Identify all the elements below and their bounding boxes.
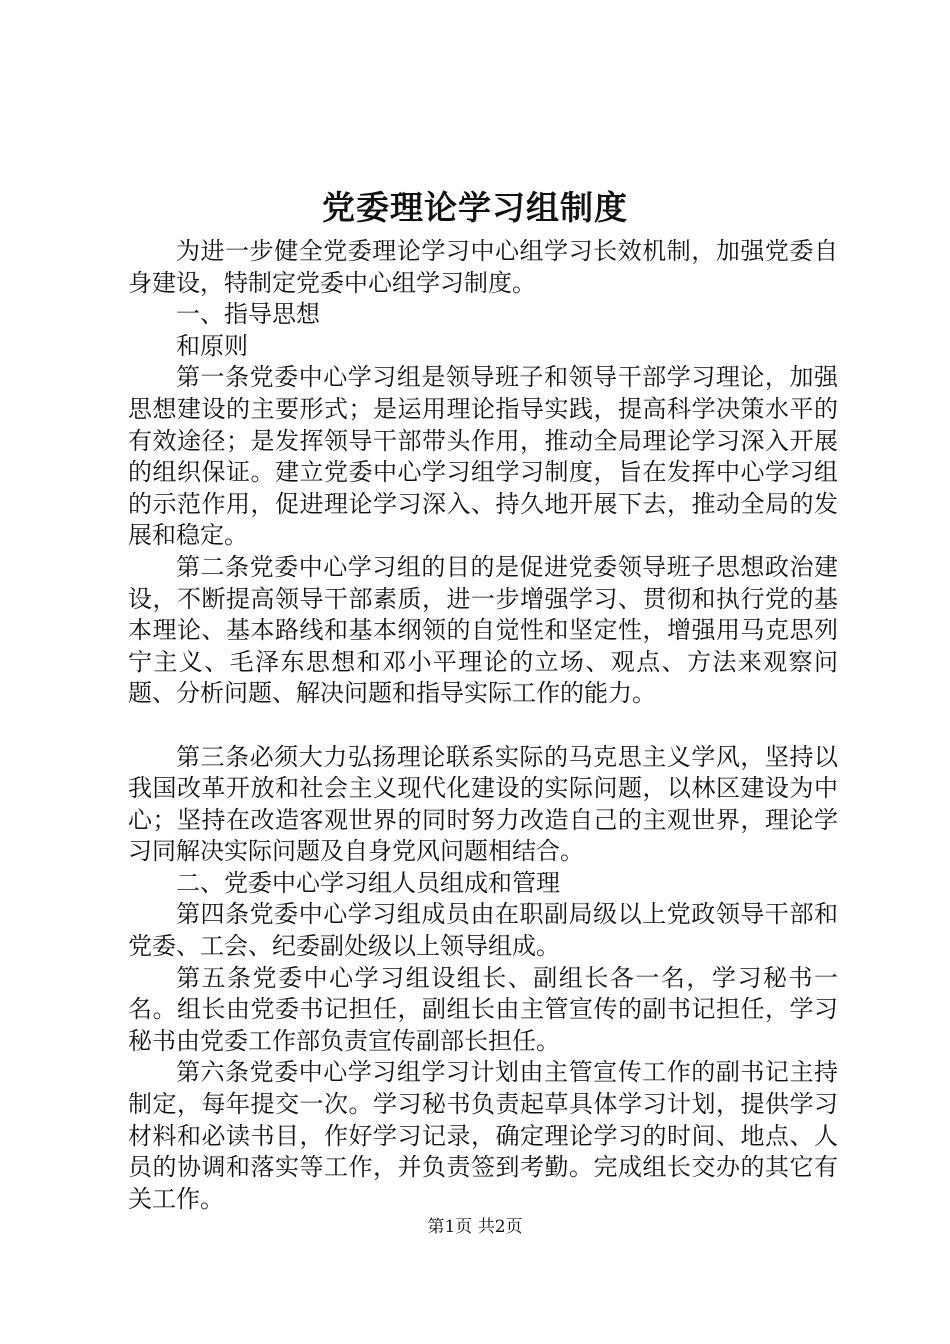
article-3-paragraph: 第三条必须大力弘扬理论联系实际的马克思主义学风，坚持以我国改革开放和社会主义现代化建设的实际问题，以林区建设为中心；坚持在改造客观世界的同时努力改造自己的主观世界，理论学习同解决实际问题及自身党风问题相结合。: [128, 742, 838, 866]
blank-line: [128, 710, 838, 742]
intro-paragraph: 为进一步健全党委理论学习中心组学习长效机制，加强党委自身建设，特制定党委中心组学习制度。: [128, 237, 838, 297]
article-2-paragraph: 第二条党委中心学习组的目的是促进党委领导班子思想政治建设，不断提高领导干部素质，进一步增强学习、贯彻和执行党的基本理论、基本路线和基本纲领的自觉性和坚定性，增强用马克思列宁主义、毛泽东思想和邓小平理论的立场、观点、方法来观察问题、分析问题、解决问题和指导实际工作的能力。: [128, 552, 838, 708]
article-6-paragraph: 第六条党委中心学习组学习计划由主管宣传工作的副书记主持制定，每年提交一次。学习秘书负责起草具体学习计划，提供学习材料和必读书目，作好学习记录，确定理论学习的时间、地点、人员的协调和落实等工作，并负责签到考勤。完成组长交办的其它有关工作。: [128, 1058, 838, 1213]
section-heading-1: 一、指导思想: [176, 300, 320, 329]
article-4-paragraph: 第四条党委中心学习组成员由在职副局级以上党政领导干部和党委、工会、纪委副处级以上领导组成。: [128, 900, 838, 961]
document-body: [128, 236, 838, 1215]
section-heading-1-continued: 和原则: [176, 331, 248, 360]
article-5-paragraph: 第五条党委中心学习组设组长、副组长各一名，学习秘书一名。组长由党委书记担任，副组长由主管宣传的副书记担任，学习秘书由党委工作部负责宣传副部长担任。: [128, 963, 838, 1055]
document-title: 党委理论学习组制度: [322, 188, 628, 227]
article-1-paragraph: 第一条党委中心学习组是领导班子和领导干部学习理论，加强思想建设的主要形式；是运用理论指导实践，提高科学决策水平的有效途径；是发挥领导干部带头作用，推动全局理论学习深入开展的组织保证。建立党委中心学习组学习制度，旨在发挥中心学习组的示范作用，促进理论学习深入、持久地开展下去，推动全局的发展和稳定。: [128, 363, 838, 550]
page-footer: 第1页 共2页: [427, 1217, 523, 1237]
section-heading-2: 二、党委中心学习组人员组成和管理: [176, 868, 560, 897]
